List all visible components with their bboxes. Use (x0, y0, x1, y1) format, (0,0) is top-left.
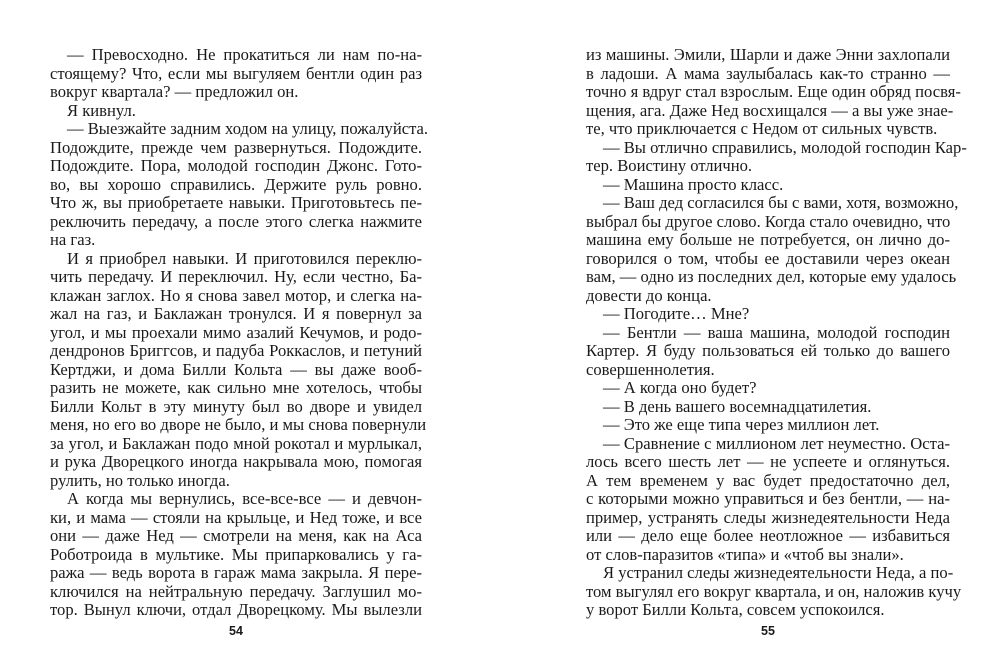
text-line: точно я вдруг стал взрослым. Еще один обряд посвя- (586, 82, 961, 101)
text-line: во, вы хорошо справились. Держите руль ровно. (50, 174, 422, 194)
text-line: чить передачу. И переключил. Ну, если честно, Ба- (50, 267, 422, 286)
text-line: лось всего шесть лет — не успеете и оглянуться. (586, 452, 950, 471)
text-line: угол, и мы проехали мимо азалий Кечумов, и родо- (50, 322, 422, 342)
text-line: меня, но его во дворе не было, и мы снова повернули (50, 415, 427, 434)
text-line: ки, и мама — стояли на крыльце, и Нед тоже, и все (50, 507, 422, 527)
text-line: Кертджи, и дома Билли Кольта — вы даже вооб- (50, 359, 422, 379)
text-line: А тем временем у вас будет предостаточно дел, (586, 470, 950, 490)
text-line: жал на газ, и Баклажан тронулся. И я повернул за (50, 304, 422, 323)
text-line: щения, ага. Даже Нед восхищался — а вы уже знае- (586, 100, 954, 120)
text-line: тор. Вынул ключи, отдал Дворецкому. Мы вылезли (50, 600, 422, 619)
text-line: машина ему больше не потребуется, он лично до- (586, 230, 950, 249)
text-line: Билли Кольт в эту минуту был во дворе и увидел (50, 396, 422, 416)
text-line: или — дело еще более неотложное — избавиться (586, 526, 950, 545)
text-line: из машины. Эмили, Шарли и даже Энни захлопали (586, 45, 950, 64)
text-line: с которыми можно управиться и без бентли, — на- (586, 489, 950, 508)
text-line: Картер. Я буду пользоваться ей только до вашего (586, 341, 950, 360)
text-line: Я кивнул. (67, 100, 136, 120)
text-line: — Ваш дед согласился бы с вами, хотя, возможно, (603, 193, 959, 212)
text-line: — Погодите… Мне? (603, 304, 750, 323)
text-line: рулить, но только иногда. (50, 470, 230, 490)
text-line: вокруг квартала? — предложил он. (50, 82, 299, 101)
text-line: А когда мы вернулись, все-все-все — и девчон- (67, 489, 422, 508)
left-page-text (50, 45, 429, 620)
text-line: довести до конца. (586, 285, 712, 305)
page-number-right: 55 (761, 624, 775, 638)
text-line: клажан заглох. Но я снова завел мотор, и слегка на- (50, 285, 422, 305)
text-line: — В день вашего восемнадцатилетия. (603, 396, 872, 416)
text-line: — Это же еще типа через миллион лет. (603, 415, 880, 434)
text-line: выбрал бы другое слово. Когда стало очевидно, что (586, 211, 951, 231)
text-line: Подождите. Пора, молодой господин Джонс. Гото- (50, 156, 422, 175)
text-line: тер. Воистину отлично. (586, 156, 753, 175)
text-line: они — даже Нед — смотрели на меня, как на Аса (50, 526, 422, 545)
text-line: те, что приключается с Недом от сильных чувств. (586, 119, 938, 138)
text-line: ключился на нейтральную передачу. Заглушил мо- (50, 581, 422, 601)
text-line: у ворот Билли Кольта, совсем успокоился. (586, 600, 885, 619)
text-line: — Превосходно. Не прокатиться ли нам по-на- (67, 45, 422, 64)
text-line: реключить передачу, а после этого слегка нажмите (50, 211, 422, 231)
text-line: стоящему? Что, если мы выгуляем бентли один раз (50, 63, 422, 83)
text-line: пример, устранять следы жизнедеятельности Неда (586, 507, 950, 527)
text-line: Что ж, вы приобретаете навыки. Приготовьтесь пе- (50, 193, 422, 212)
text-line: том выгулял его вокруг квартала, и он, наложив кучу (586, 581, 962, 601)
text-line: — А когда оно будет? (603, 378, 757, 397)
text-line: совершеннолетия. (586, 359, 715, 379)
text-line: от слов-паразитов «типа» и «чтоб вы знали». (586, 544, 904, 564)
text-line: — Бентли — ваша машина, молодой господин (603, 322, 950, 342)
text-line: — Сравнение с миллионом лет неуместно. Оста- (603, 433, 950, 453)
text-line: — Машина просто класс. (603, 174, 784, 194)
right-page-text (586, 45, 967, 620)
text-line: и рука Дворецкого иногда накрывала мою, помогая (50, 452, 422, 471)
text-line: за угол, и Баклажан подо мной рокотал и мурлыкал, (50, 433, 422, 453)
text-line: разить не можете, как сильно мне хотелось, чтобы (50, 378, 422, 397)
text-line: дендронов Бриггсов, и падуба Роккаслов, и петуний (50, 341, 422, 360)
text-line: вам, — одно из последних дел, которые ему удалось (586, 267, 957, 286)
text-line: ража — ведь ворота в гараж мама закрыла. Я пере- (50, 563, 422, 582)
text-line: Я устранил следы жизнедеятельности Неда, а по- (603, 563, 954, 582)
text-line: в ладоши. А мама заулыбалась как-то странно — (586, 63, 950, 83)
page-number-left: 54 (229, 624, 243, 638)
text-line: Подождите, прежде чем развернуться. Подождите. (50, 137, 422, 157)
text-line: говорился о том, чтобы ее доставили через океан (586, 248, 950, 268)
text-line: — Выезжайте задним ходом на улицу, пожалуйста. (67, 119, 429, 138)
text-line: Роботроида в мультике. Мы припарковались у га- (50, 544, 422, 564)
text-line: И я приобрел навыки. И приготовился переклю- (67, 248, 422, 268)
text-line: — Вы отлично справились, молодой господин Кар- (603, 137, 967, 157)
text-line: на газ. (50, 230, 96, 249)
